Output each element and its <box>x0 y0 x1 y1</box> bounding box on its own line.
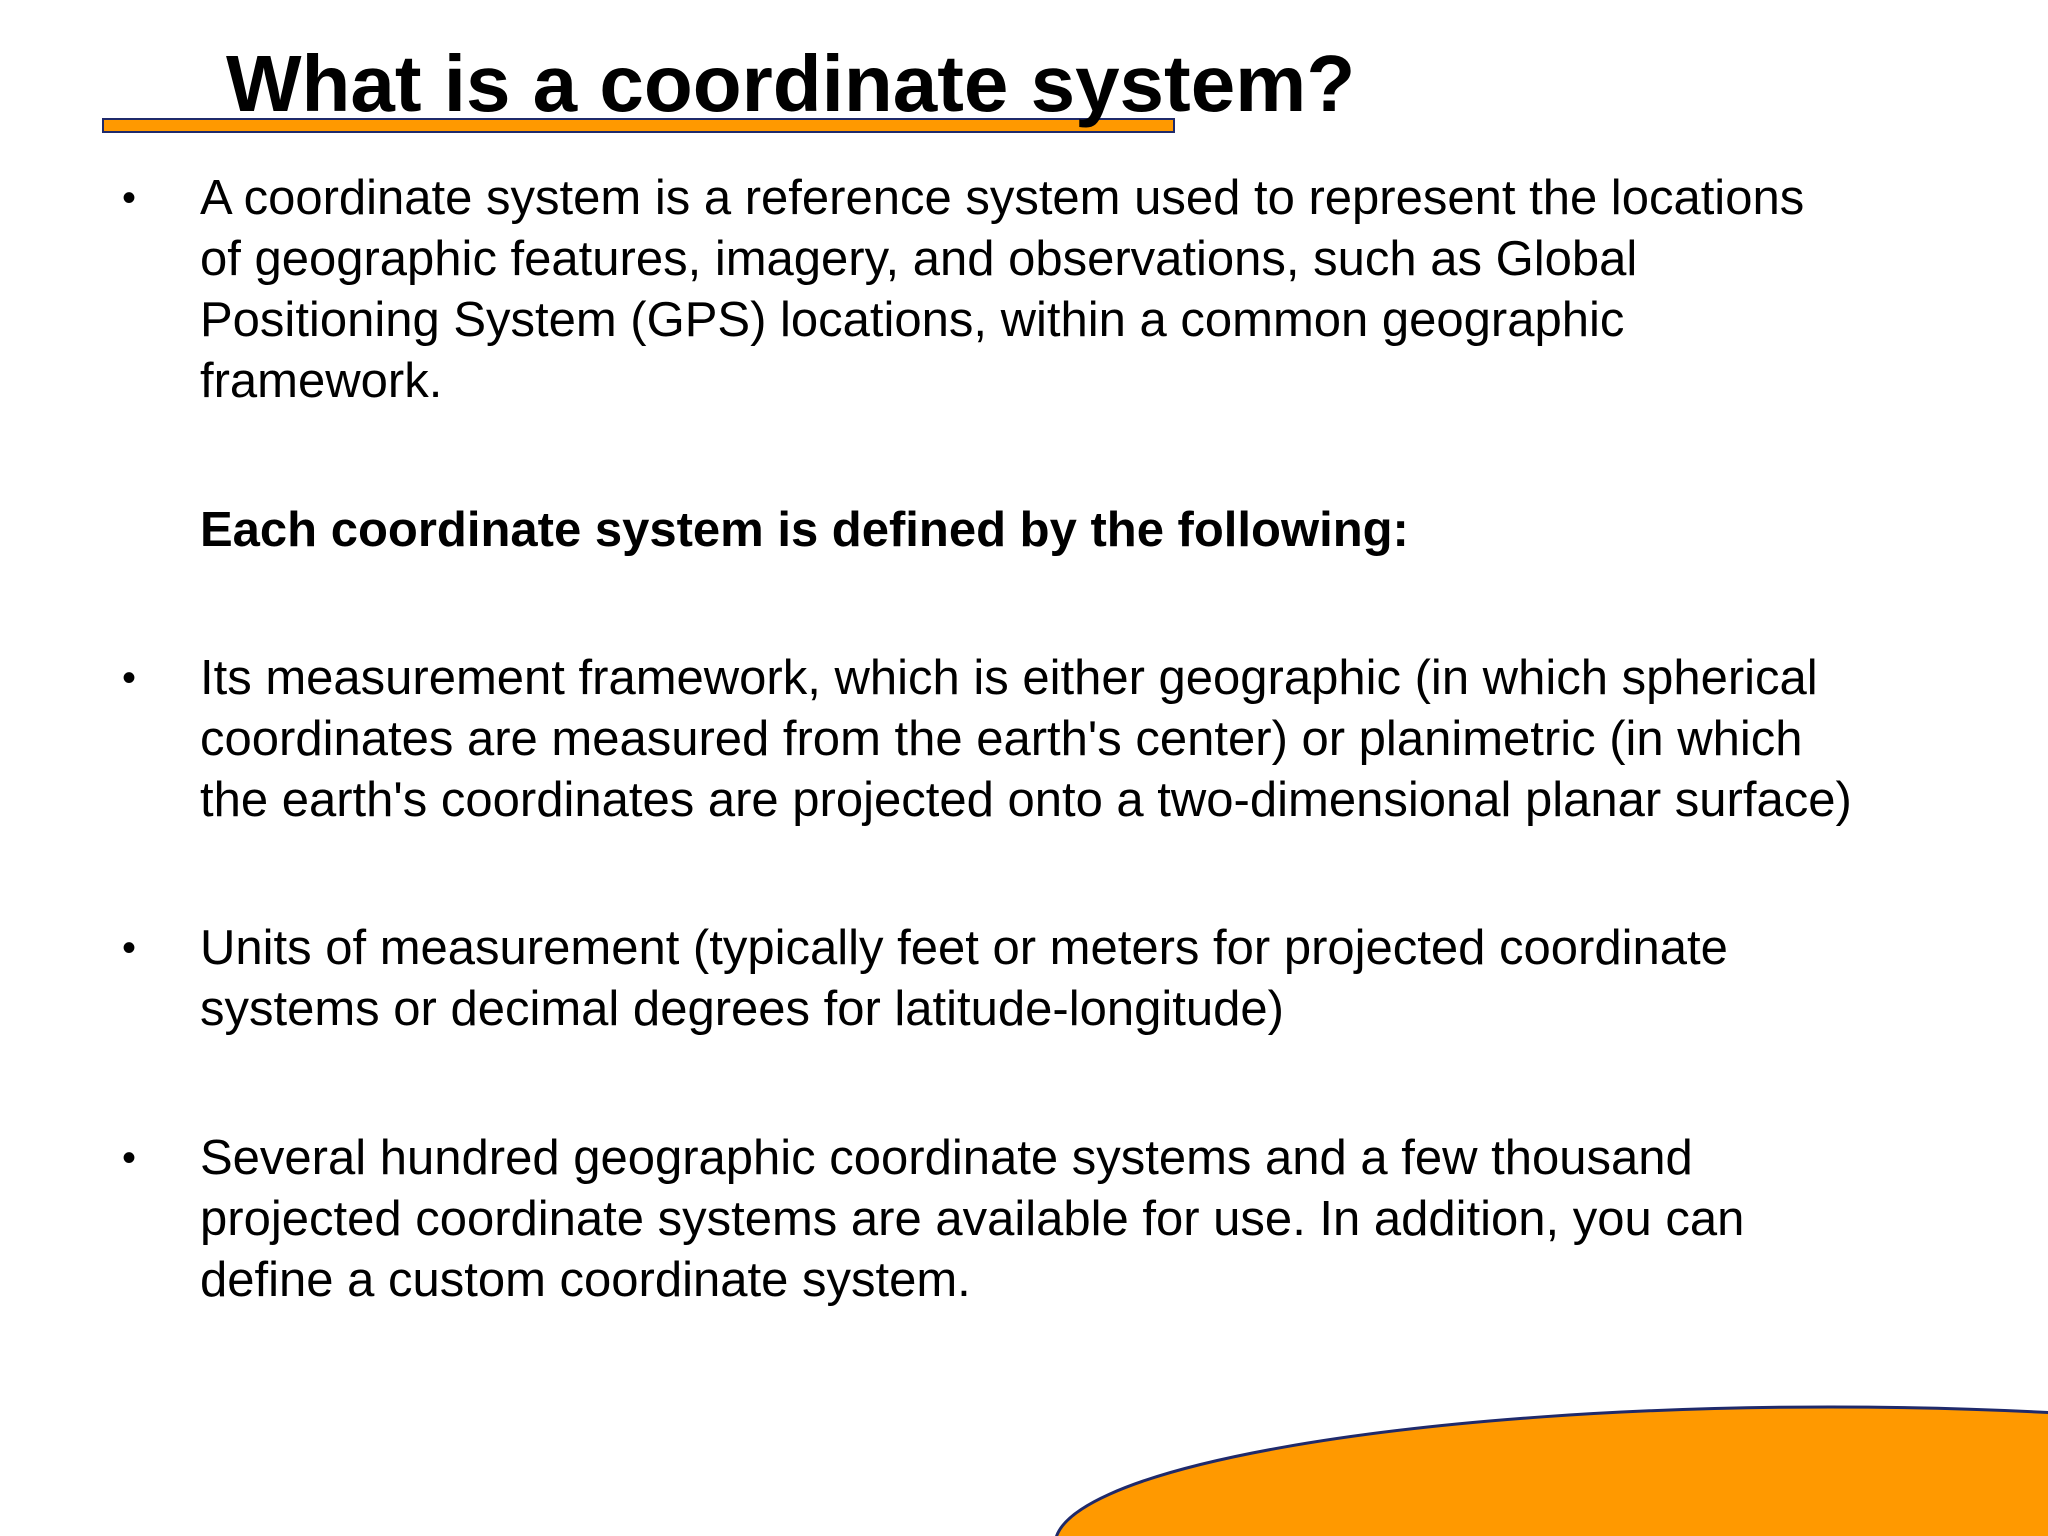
text-line: coordinates are measured from the earth's center) or planimetric (in which <box>200 712 1803 766</box>
slide-title: What is a coordinate system? <box>226 39 1356 128</box>
intro-paragraph <box>200 168 2000 412</box>
point-available-systems <box>200 1128 2000 1311</box>
text-line: Several hundred geographic coordinate systems and a few thousand <box>200 1131 1693 1185</box>
point-units-of-measurement <box>200 918 2000 1040</box>
text-line: projected coordinate systems are available for use. In addition, you can <box>200 1192 1745 1246</box>
section-subheading: Each coordinate system is defined by the following: <box>200 503 1409 557</box>
bullet-marker: • <box>122 1136 137 1180</box>
text-line: Units of measurement (typically feet or meters for projected coordinate <box>200 921 1728 975</box>
text-line: Its measurement framework, which is either geographic (in which spherical <box>200 651 1818 705</box>
text-line: of geographic features, imagery, and observations, such as Global <box>200 232 1638 286</box>
point-measurement-framework <box>200 648 2000 831</box>
text-line: Positioning System (GPS) locations, within a common geographic <box>200 293 1625 347</box>
bullet-marker: • <box>122 926 137 970</box>
bullet-marker: • <box>122 176 137 220</box>
bullet-marker: • <box>122 656 137 700</box>
text-line: the earth's coordinates are projected onto a two-dimensional planar surface) <box>200 773 1852 827</box>
text-line: define a custom coordinate system. <box>200 1253 971 1307</box>
text-line: framework. <box>200 354 443 408</box>
text-line: systems or decimal degrees for latitude-longitude) <box>200 982 1284 1036</box>
text-line: A coordinate system is a reference system used to represent the locations <box>200 171 1805 225</box>
